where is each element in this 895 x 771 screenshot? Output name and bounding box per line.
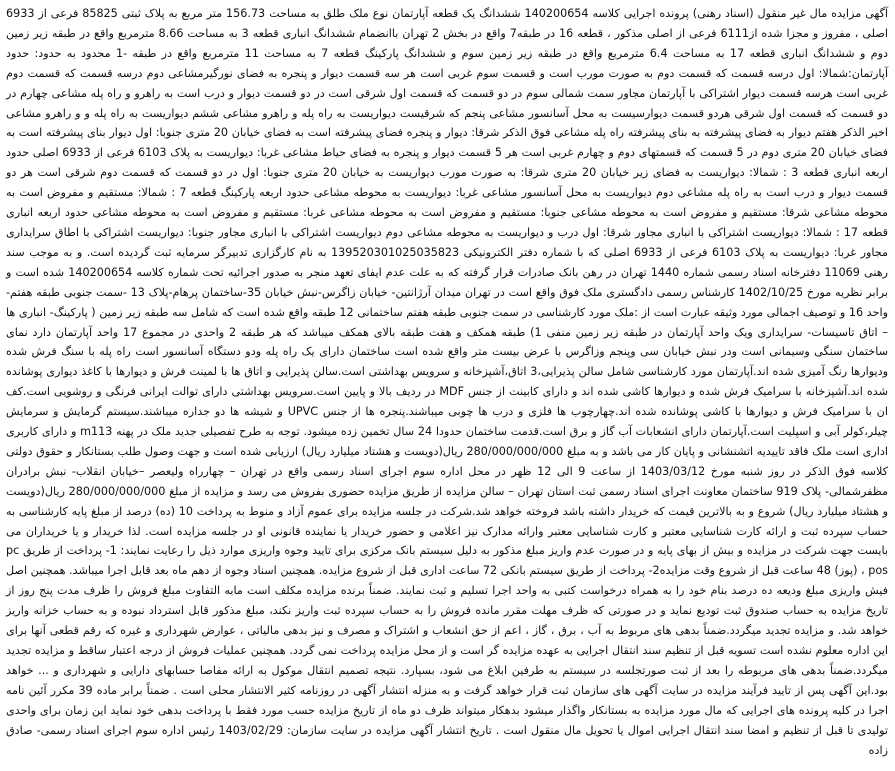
auction-notice: [6, 4, 888, 760]
notice-body-text: آگهی مزایده مال غیر منقول (اسناد رهنی) پرونده اجرایی کلاسه 140200654 ششدانگ یک قطعه آپارتمان نوع ملک طلق به مساحت 156.73 متر مربع به پلاک ثبتی 85825 فرعی از 6933 اصلی ، مفروز و مجزا شده از6111 فرعی از اصلی مذکور ، قطعه 16 در طبقه7 واقع در بخش 2 تهران باانضمام ششدانگ انباری قطعه 3 به مساحت 8.66 مترمربع واقع در طبقه زیر زمین دوم و ششدانگ انباری قطعه 17 به مساحت 6.4 مترمربع واقع در طبقه زیر زمین سوم و ششدانگ پارکینگ قطعه 7 به مساحت 11 مترمربع واقع در طبقه -1 محدود به حدود: حدود آپارتمان:شمالا: اول درسه قسمت که قسمت دوم به صورت مورب است و قسمت سوم غربی است هر سه قسمت دیوار و پنجره به فضای نورگیرمشاعی دوم درسه قسمت که قسمت دوم غربی است هرسه قسمت دیوار اشتراکی با آپارتمان مجاور سمت شمالی سوم در دو قسمت که قسمت اول شرقی است در دو قسمت دیوار و درب است به راهرو و راه پله مشاعی چهارم در دو قسمت که قسمت اول شرقی هردو قسمت دیوارسیست به محل آسانسور مشاعی پنجم که شرقیست دیواریست به راه پله و راهرو مشاعی ششم دیواریست به راه پله و و راهرو مشاعی اخیر الذکر هفتم دیوار به فضای پیشرفته به بنای پیشرفته راه پله مشاعی فوق الذکر شرقا: دیوار و پنجره فضای پیشرفته است به فضای خیابان 20 متری جنوبا: اول دیوار بنای پیشرفته است به فضای خیابان 20 متری دوم در 5 قسمت که قسمتهای دوم و چهارم غربی است هر 5 قسمت دیوار و پنجره به فضای حیاط مشاعی غربا: دیواریست به پلاک 6103 فرعی از 6933 اصلی حدود اربعه انباری قطعه 3 : شمالا: دیواریست به فضای زیر خیابان 20 متری شرقا: به صورت مورب دیواریست به خیابان 20 متری جنوبا: اول در دو قسمت که قسمت دوم شرقی است هر دو قسمت دیوار و درب است به راه پله مشاعی دوم دیواریست به محل آسانسور مشاعی غربا: دیواریست به محوطه مشاعی حدود اربعه پارکینگ قطعه 7 : شمالا: مستقیم و مفروض است به محوطه مشاعی شرقا: مستقیم و مفروض است به محوطه مشاعی جنوبا: مستقیم و مفروض است به محوطه مشاعی غربا: مستقیم و مفروض است به محوطه مشاعی حدود اربعه انباری قطعه 17 : شمالا: دیواریست اشتراکی با انباری مجاور شرقا: اول درب و دیواریست به محوطه مشاعی دوم دیواریست اشتراکی با انباری مجاور جنوبا: دیواریست اشتراکی با اطاق سرایداری مجاور غربا: دیواریست به پلاک 6103 فرعی از 6933 اصلی که با شماره دفتر الکترونیکی 139520301025035823 به نام کارگزاری تدبیرگر سرمایه ثبت گردیده است. و به موجب سند رهنی 11069 دفترخانه اسناد رسمی شماره 1440 تهران در رهن بانک صادرات قرار گرفته که به علت عدم ایفای تعهد منجر به صدور اجرائیه تحت شماره کلاسه 140200654 شده است و برابر نظریه مورخ 1402/10/25 کارشناس رسمی دادگستری ملک فوق واقع است در تهران میدان آرژانتین- خیابان زاگرس-نبش خیابان 35-ساختمان پرهام-پلاک 13 -سمت جنوبی طبقه هفتم-واحد 16 و توصیف اجمالی مورد وثیقه عبارت است از :ملک مورد کارشناسی در سمت جنوبی طبقه هفتم ساختمانی 12 طبقه واقع شده است که شامل سه طبقه زیر زمین ( پارکینگ- انباری ها – اتاق تاسیسات- سرایداری ویک واحد آپارتمان در طبقه زیر زمین منفی 1) طبقه همکف و هفت طبقه بالای همکف میباشد که هر طبقه 2 واحدی در مجموع 17 واحد آپارتمان دارد نمای ساختمان سنگی وسیمانی است ودر نبش خیابان سی وپنجم وزاگرس با عرض بیست متر واقع شده است ساختمان دارای یک راه پله ودو دستگاه آسانسور است راه پله با سنگ فرش شده ودیوارها رنگ آمیزی شده اند.آپارتمان مورد کارشناسی شامل سالن پذیرایی،3 اتاق،آشپزخانه و سرویس بهداشتی است.سالن پذیرایی و اتاق ها با لمینت فرش و دیوارها با کاغذ دیواری پوشانده شده اند.آشپزخانه با سرامیک فرش شده و دیوارها کاشی شده اند و دارای کابینت از جنس MDF در ردیف بالا و پایین است.سرویس بهداشتی دارای توالت ایرانی فرنگی و روشویی است.کف ان با سرامیک فرش و دیوارها با کاشی پوشانده شده اند.چهارچوب ها فلزی و درب ها چوبی میباشند.پنجره ها از جنس UPVC و شیشه ها دو جداره میباشند.سیستم گرمایش و سرمایش چیلر،کولر آبی و اسپلیت است.آپارتمان دارای انشعابات آب گاز و برق است.قدمت ساختمان حدودا 24 سال تخمین زده میشود. توجه به طرح تفصیلی جدید ملک در پهنه m113 و دارای کاربری اداری است ملک فاقد تاییدیه اتشنشانی و پایان کار می باشد و به مبلغ 280/000/000/000 ریال(دویست و هشتاد میلیارد ریال) ارزیابی شده است و جهت وصول طلب بستانکار و حقوق دولتی کلاسه فوق الذکر در روز شنبه مورخ 1403/03/12 از ساعت 9 الی 12 ظهر در محل اداره سوم اجرای اسناد رسمی واقع در تهران – چهارراه ولیعصر –خیابان انقلاب- نبش برادران مظفرشمالی- پلاک 919 ساختمان معاونت اجرای اسناد رسمی ثبت استان تهران – سالن مزایده از طریق مزایده حضوری بفروش می رسد و مزایده از مبلغ 280/000/000/000 ریال(دویست و هشتاد میلیارد ریال) شروع و به بالاترین قیمت که خریدار داشته باشد فروخته خواهد شد.شرکت در جلسه مزایده برای عموم آزاد و منوط به پرداخت 10 (ده) درصد از مبلغ پایه کارشناسی به حساب سپرده ثبت و ارائه کارت شناسایی معتبر و کارت شناسایی معتبر وارائه مدارک نیز اعلامی و حضور خریدار یا نماینده قانونی او در جلسه مزایده است. لذا خریدار و یا خریداران می بایست جهت شرکت در مزایده و بیش از بهای پایه و در صورت عدم واریز مبلغ مذکور به دلیل سیستم بانک مرکزی برای تایید وجوه واریزی موارد ذیل را رعایت نمایند: 1- پرداخت از طریق pc pos ، (پوز) 48 ساعت قبل از شروع وقت مزایده2- پرداخت از طریق سیستم بانکی 72 ساعت اداری قبل از شروع مزایده. همچنین اسناد وجوه از دهم ماه بعد قابل اجرا میباشد. همچنین اصل فیش واریزی مبلغ ودیعه ده درصد بنام خود را به همراه درخواست کتبی به واحد اجرا تسلیم و ثبت نمایند. ضمناً برنده مزایده مکلف است مابه التفاوت مبلغ فروش را ظرف مدت پنج روز از تاریخ مزایده به حساب صندوق ثبت تودیع نماید و در صورتی که ظرف مهلت مقرر مانده فروش را به حساب سپرده ثبت واریز نکند، مبلغ مذکور قابل استرداد نبوده و به حساب خزانه واریز خواهد شد. و مزایده تجدید میگردد.ضمناً بدهی های مربوط به آب ، برق ، گاز ، اعم از حق انشعاب و اشتراک و مصرف و نیز بدهی مالیاتی ، عوارض شهرداری و غیره که رقم قطعی آنها برای این اداره معلوم نشده است تسویه قبل از تنظیم سند انتقال اجرایی به عهده مزایده گر است و از محل مزایده پرداخت نمی گردد. همچنین عملیات فروش از درجه اعتبار ساقط و مزایده تجدید میگردد.ضمناً بدهی های مربوطه را بعد از ثبت صورتجلسه در سیستم به طرفین ابلاغ می شود، بسپارد. نتیجه تصمیم انتقال موکول به ارائه مفاصا حسابهای دارایی و شهرداری و ... خواهد بود.این آگهی پس از تایید فرآیند مزایده در سایت آگهی های سازمان ثبت قرار خواهد گرفت و به منزله انتشار آگهی در روزنامه کثیر الانتشار محلی است . ضمناً برابر ماده 39 مکرر آئین نامه اجرا در کلیه پرونده های اجرایی که مال مورد مزایده به بستانکار واگذار میشود بدهکار میتواند ظرف دو ماه از تاریخ مزایده حسب مورد فقط با پرداخت بدهی خود نماید این زمان برای واحدی تولیدی تا قبل از تنظیم و امضا سند انتقال اجرایی اموال یا تحویل مال منقول است . تاریخ انتشار آگهی مزایده در سایت سازمان: 1403/02/29 رئیس اداره سوم اجرای اسناد رسمی- صادق زاده: [6, 7, 889, 757]
